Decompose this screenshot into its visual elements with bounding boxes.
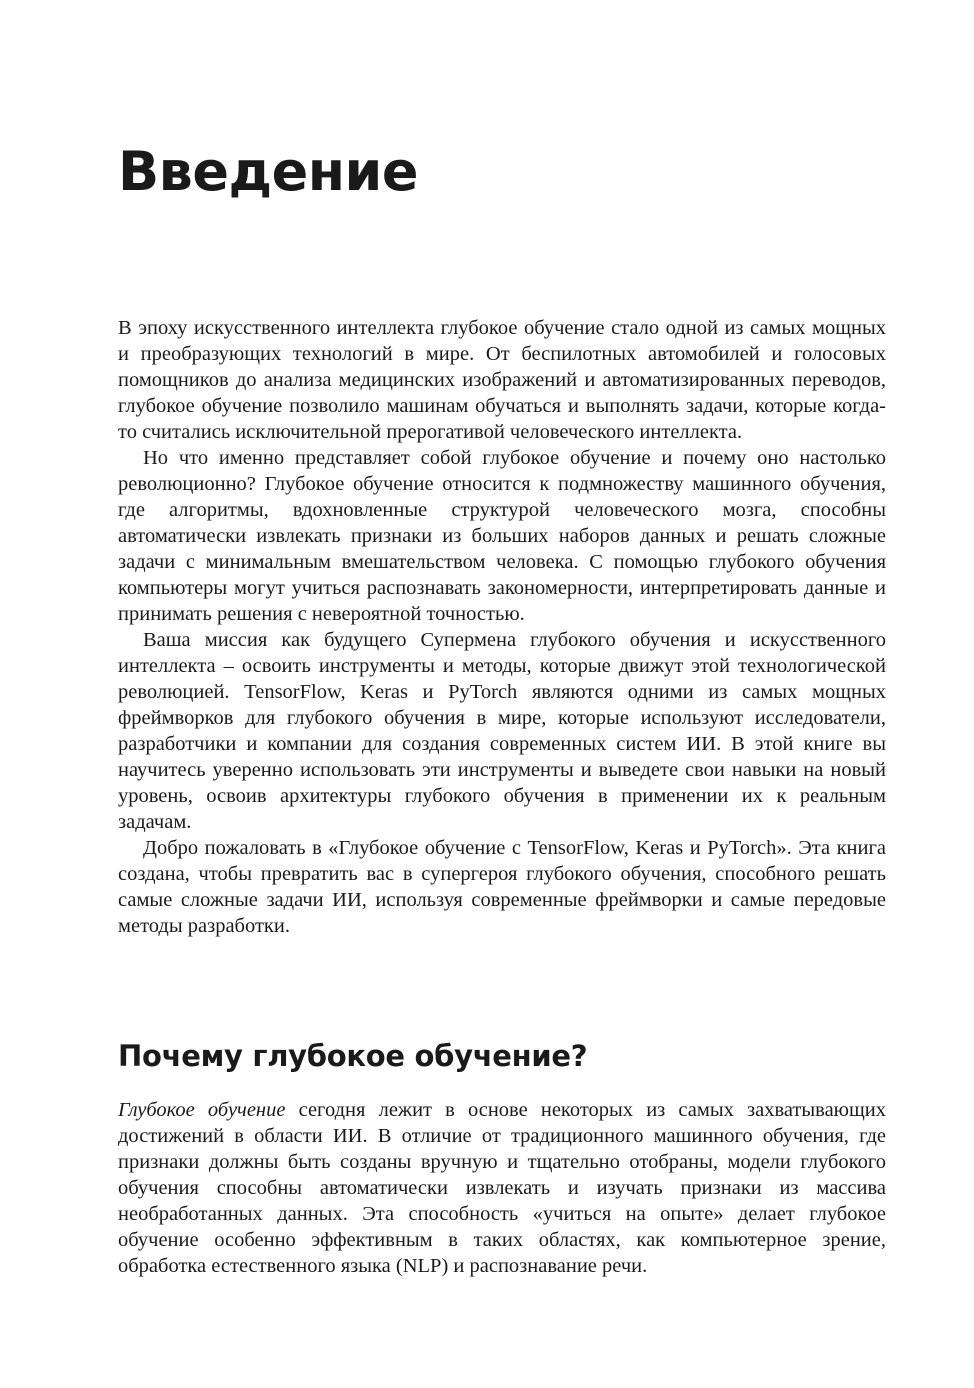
intro-paragraph-4: Добро пожаловать в «Глубокое обучение с TensorFlow, Keras и PyTorch». Эта книга создана, чтобы превратить вас в супергероя глубокого обучения, способного решать самые сложные задачи ИИ, используя современные фреймворки и самые передовые методы разработки. — [118, 837, 886, 937]
intro-text — [118, 315, 886, 939]
intro-paragraph-1: В эпоху искусственного интеллекта глубокое обучение стало одной из самых мощных и преобразующих технологий в мире. От беспилотных автомобилей и голосовых помощников до анализа медицинских изображений и автоматизированных переводов, глубокое обучение позволило машинам обучаться и выполнять задачи, которые когда-то считались исключительной прерогативой человеческого интеллекта. — [118, 317, 886, 443]
section-paragraph-1 — [118, 1097, 886, 1279]
section-paragraph-text: сегодня лежит в основе некоторых из самых захватывающих достижений в области ИИ. В отличие от традиционного машинного обучения, где признаки должны быть созданы вручную и тщательно отобраны, модели глубокого обучения способны автоматически извлекать и изучать признаки из массива необработанных данных. Эта способность «учиться на опыте» делает глубокое обучение особенно эффективным в таких областях, как компьютерное зрение, обработка естественного языка (NLP) и распознавание речи. — [118, 1099, 886, 1277]
section-text — [118, 1097, 886, 1279]
intro-paragraph-2: Но что именно представляет собой глубокое обучение и почему оно настолько революционно? Глубокое обучение относится к подмножеству машинного обучения, где алгоритмы, вдохновленные структурой человеческого мозга, способны автоматически извлекать признаки из больших наборов данных и решать сложные задачи с минимальным вмешательством человека. С помощью глубокого обучения компьютеры могут учиться распознавать закономерности, интерпретировать данные и принимать решения с невероятной точностью. — [118, 447, 886, 625]
chapter-title: Введение — [118, 140, 418, 203]
intro-paragraph-3: Ваша миссия как будущего Супермена глубокого обучения и искусственного интеллекта – освоить инструменты и методы, которые движут этой технологической революцией. TensorFlow, Keras и PyTorch являются одними из самых мощных фреймворков для глубокого обучения в мире, которые используют исследователи, разработчики и компании для создания современных систем ИИ. В этой книге вы научитесь уверенно использовать эти инструменты и выведете свои навыки на новый уровень, освоив архитектуры глубокого обучения в применении их к реальным задачам. — [118, 629, 886, 833]
italic-term: Глубокое обучение — [118, 1099, 286, 1121]
section-title: Почему глубокое обучение? — [118, 1039, 588, 1073]
